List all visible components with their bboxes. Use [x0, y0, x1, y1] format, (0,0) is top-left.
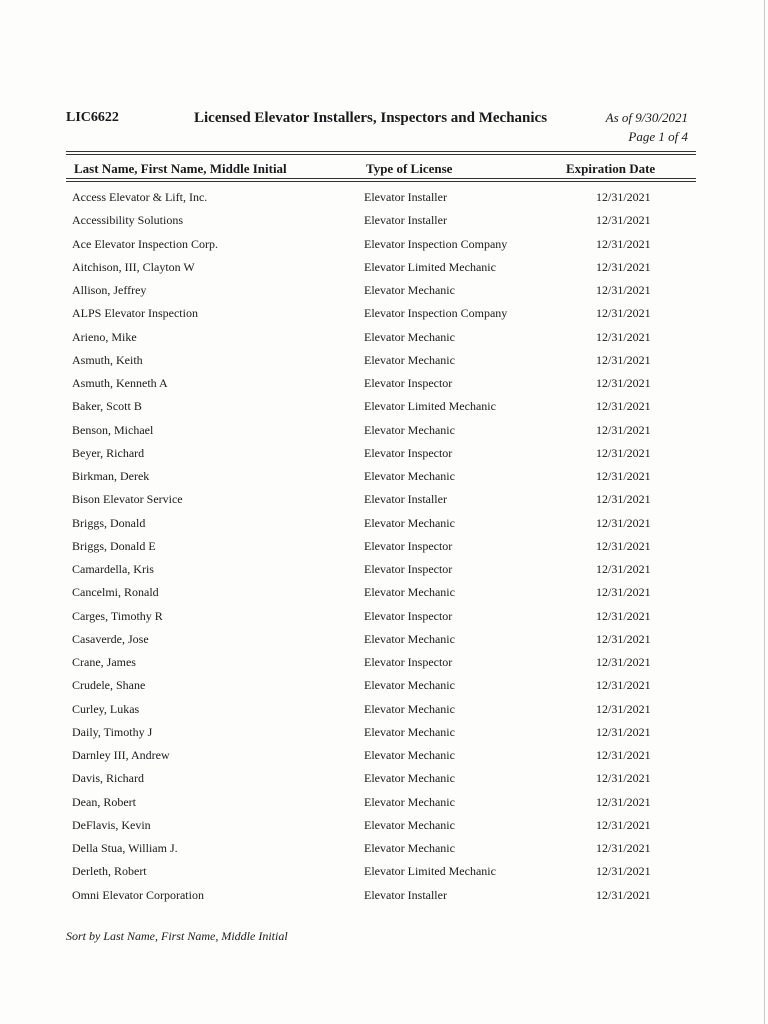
cell-expiration-date: 12/31/2021	[596, 236, 651, 251]
cell-license-type: Elevator Inspector	[364, 562, 453, 576]
cell-license-type: Elevator Inspector	[364, 445, 453, 460]
cell-expiration-date: 12/31/2021	[596, 376, 651, 390]
cell-name: Beyer, Richard	[72, 445, 145, 460]
cell-expiration-date: 12/31/2021	[596, 887, 651, 902]
table-row	[0, 235, 768, 258]
sort-note: Sort by Last Name, First Name, Middle Initial	[66, 929, 288, 943]
cell-expiration-date: 12/31/2021	[596, 352, 651, 367]
table-row	[0, 746, 768, 769]
cell-expiration-date: 12/31/2021	[596, 213, 651, 228]
cell-license-type: Elevator Limited Mechanic	[364, 864, 496, 879]
cell-expiration-date: 12/31/2021	[596, 399, 651, 414]
cell-name: Derleth, Robert	[72, 864, 147, 879]
cell-name: Della Stua, William J.	[72, 841, 178, 855]
cell-expiration-date: 12/31/2021	[596, 492, 651, 507]
cell-license-type: Elevator Mechanic	[364, 701, 455, 716]
table-row	[0, 816, 768, 839]
cell-expiration-date: 12/31/2021	[596, 794, 651, 809]
cell-license-type: Elevator Limited Mechanic	[364, 259, 496, 274]
column-header-name: Last Name, First Name, Middle Initial	[74, 161, 287, 176]
page-number: Page 1 of 4	[628, 129, 688, 144]
cell-name: Omni Elevator Corporation	[72, 887, 204, 902]
table-row	[0, 583, 768, 606]
cell-expiration-date: 12/31/2021	[596, 701, 651, 716]
cell-expiration-date: 12/31/2021	[596, 608, 651, 623]
header-rule-bottom	[66, 178, 696, 179]
cell-name: Crane, James	[72, 655, 136, 669]
table-row	[0, 351, 768, 374]
cell-license-type: Elevator Limited Mechanic	[364, 399, 496, 414]
cell-expiration-date: 12/31/2021	[596, 562, 651, 576]
cell-license-type: Elevator Mechanic	[364, 352, 455, 367]
column-header-type: Type of License	[366, 161, 453, 176]
column-header-date: Expiration Date	[566, 161, 656, 176]
table-row	[0, 304, 768, 327]
table-row	[0, 769, 768, 792]
cell-expiration-date: 12/31/2021	[596, 515, 651, 530]
cell-name: Daily, Timothy J	[72, 724, 153, 739]
cell-name: Darnley III, Andrew	[72, 748, 170, 762]
table-row	[0, 676, 768, 699]
table-row	[0, 607, 768, 630]
table-row	[0, 537, 768, 560]
table-row	[0, 444, 768, 467]
cell-name: Accessibility Solutions	[72, 213, 183, 228]
cell-expiration-date: 12/31/2021	[596, 422, 651, 437]
cell-license-type: Elevator Mechanic	[364, 841, 455, 855]
cell-name: Birkman, Derek	[72, 469, 150, 483]
cell-name: Ace Elevator Inspection Corp.	[72, 236, 218, 251]
table-row	[0, 188, 768, 211]
cell-name: Allison, Jeffrey	[72, 283, 147, 297]
cell-expiration-date: 12/31/2021	[596, 724, 651, 739]
cell-name: Arieno, Mike	[72, 329, 137, 344]
cell-license-type: Elevator Mechanic	[364, 585, 455, 600]
table-row	[0, 281, 768, 304]
cell-name: Access Elevator & Lift, Inc.	[72, 190, 208, 204]
cell-license-type: Elevator Mechanic	[364, 817, 455, 832]
cell-name: Camardella, Kris	[72, 562, 154, 576]
cell-license-type: Elevator Mechanic	[364, 631, 455, 646]
cell-expiration-date: 12/31/2021	[596, 585, 651, 600]
cell-expiration-date: 12/31/2021	[596, 631, 651, 646]
cell-name: Asmuth, Kenneth A	[72, 376, 168, 390]
cell-expiration-date: 12/31/2021	[596, 748, 651, 762]
table-row	[0, 862, 768, 885]
cell-expiration-date: 12/31/2021	[596, 469, 651, 483]
table-row	[0, 490, 768, 513]
cell-expiration-date: 12/31/2021	[596, 771, 651, 786]
cell-name: Cancelmi, Ronald	[72, 585, 159, 600]
cell-license-type: Elevator Mechanic	[364, 794, 455, 809]
cell-license-type: Elevator Installer	[364, 213, 447, 228]
cell-name: Dean, Robert	[72, 794, 136, 809]
cell-expiration-date: 12/31/2021	[596, 259, 651, 274]
cell-name: Davis, Richard	[72, 771, 144, 786]
cell-expiration-date: 12/31/2021	[596, 678, 651, 693]
table-row	[0, 723, 768, 746]
cell-name: Curley, Lukas	[72, 701, 140, 716]
table-row	[0, 467, 768, 490]
table-row	[0, 653, 768, 676]
cell-license-type: Elevator Mechanic	[364, 283, 455, 297]
cell-name: Briggs, Donald	[72, 515, 146, 530]
cell-name: Briggs, Donald E	[72, 538, 156, 553]
cell-name: DeFlavis, Kevin	[72, 817, 151, 832]
cell-license-type: Elevator Installer	[364, 190, 447, 204]
table-row	[0, 211, 768, 234]
cell-expiration-date: 12/31/2021	[596, 817, 651, 832]
cell-expiration-date: 12/31/2021	[596, 445, 651, 460]
cell-license-type: Elevator Inspector	[364, 608, 453, 623]
table-row	[0, 514, 768, 537]
cell-license-type: Elevator Mechanic	[364, 678, 455, 693]
cell-license-type: Elevator Mechanic	[364, 771, 455, 786]
table-row	[0, 886, 768, 909]
header-rule-bottom-double	[66, 181, 696, 182]
cell-name: ALPS Elevator Inspection	[72, 306, 198, 321]
table-row	[0, 421, 768, 444]
cell-license-type: Elevator Mechanic	[364, 422, 455, 437]
cell-expiration-date: 12/31/2021	[596, 864, 651, 879]
cell-name: Baker, Scott B	[72, 399, 142, 414]
table-row	[0, 374, 768, 397]
license-table	[0, 188, 768, 909]
table-row	[0, 397, 768, 420]
cell-expiration-date: 12/31/2021	[596, 306, 651, 321]
cell-license-type: Elevator Installer	[364, 887, 447, 902]
document-title: Licensed Elevator Installers, Inspectors and Mechanics	[194, 110, 548, 126]
cell-name: Asmuth, Keith	[72, 352, 143, 367]
cell-name: Casaverde, Jose	[72, 631, 149, 646]
cell-license-type: Elevator Mechanic	[364, 469, 455, 483]
cell-expiration-date: 12/31/2021	[596, 190, 651, 204]
cell-license-type: Elevator Inspection Company	[364, 236, 508, 251]
cell-license-type: Elevator Mechanic	[364, 748, 455, 762]
table-row	[0, 328, 768, 351]
cell-license-type: Elevator Mechanic	[364, 515, 455, 530]
as-of-date: As of 9/30/2021	[605, 110, 688, 125]
cell-name: Aitchison, III, Clayton W	[72, 259, 195, 274]
cell-license-type: Elevator Inspection Company	[364, 306, 508, 321]
cell-name: Bison Elevator Service	[72, 492, 183, 507]
cell-license-type: Elevator Inspector	[364, 538, 453, 553]
cell-name: Crudele, Shane	[72, 678, 146, 693]
cell-expiration-date: 12/31/2021	[596, 283, 651, 297]
form-code: LIC6622	[66, 110, 119, 125]
cell-license-type: Elevator Mechanic	[364, 329, 455, 344]
cell-name: Benson, Michael	[72, 422, 154, 437]
table-row	[0, 258, 768, 281]
cell-expiration-date: 12/31/2021	[596, 329, 651, 344]
table-row	[0, 700, 768, 723]
cell-expiration-date: 12/31/2021	[596, 655, 651, 669]
header-rule-top	[66, 151, 696, 152]
cell-license-type: Elevator Inspector	[364, 376, 453, 390]
cell-license-type: Elevator Installer	[364, 492, 447, 507]
cell-license-type: Elevator Inspector	[364, 655, 453, 669]
table-row	[0, 630, 768, 653]
header-rule-top-double	[66, 154, 696, 155]
table-row	[0, 560, 768, 583]
cell-expiration-date: 12/31/2021	[596, 841, 651, 855]
cell-license-type: Elevator Mechanic	[364, 724, 455, 739]
cell-name: Carges, Timothy R	[72, 608, 163, 623]
cell-expiration-date: 12/31/2021	[596, 538, 651, 553]
table-row	[0, 839, 768, 862]
table-row	[0, 793, 768, 816]
